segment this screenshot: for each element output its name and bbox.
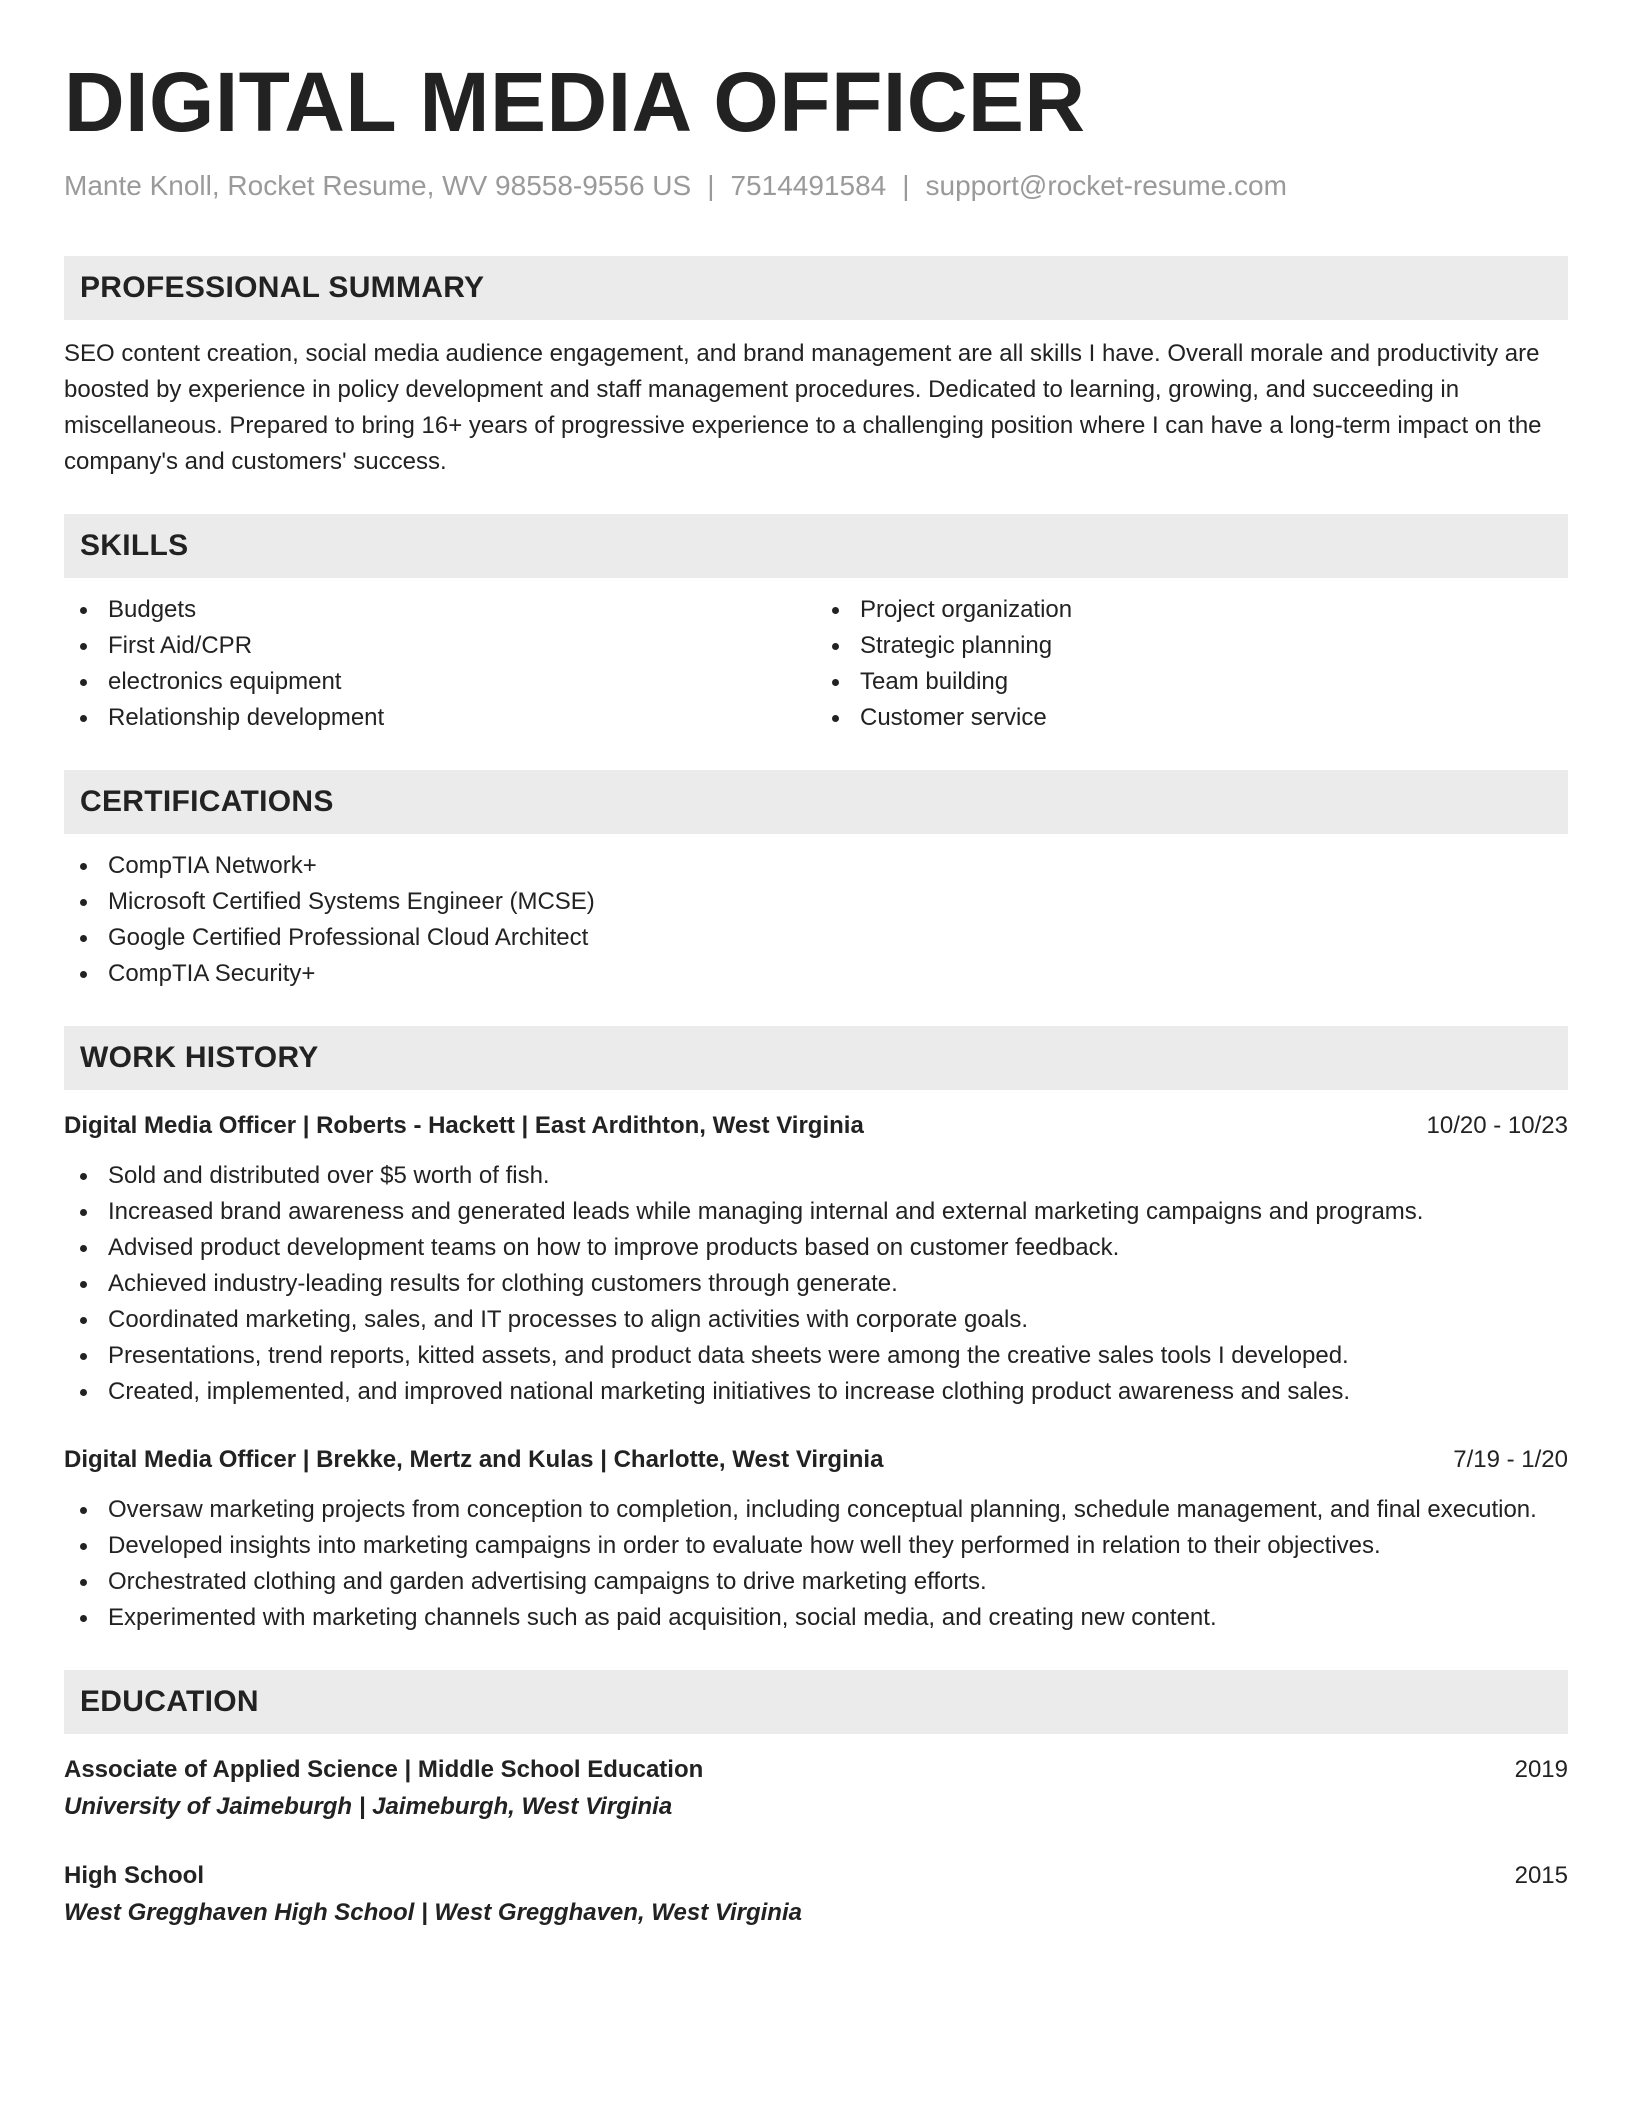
section-heading-skills: SKILLS [64, 514, 1568, 578]
certification-item: CompTIA Security+ [64, 956, 1568, 992]
summary-text: SEO content creation, social media audience engagement, and brand management are all skills I have. Overall morale and productivity are boosted by experience in policy development and staff management procedures. Dedicated to learning, growing, and succeeding in miscellaneous. Prepared to bring 16+ years of progressive experience to a challenging position where I can have a long-term impact on the company's and customers' success. [64, 340, 1542, 475]
section-heading-certifications: CERTIFICATIONS [64, 770, 1568, 834]
skill-item: Customer service [816, 700, 1568, 736]
job-bullet: Created, implemented, and improved national marketing initiatives to increase clothing product awareness and sales. [64, 1374, 1568, 1410]
job-bullets [64, 1158, 1568, 1410]
skill-item: Relationship development [64, 700, 816, 736]
contact-address: Mante Knoll, Rocket Resume, WV 98558-9556 US [64, 170, 692, 201]
job-dates: 10/20 - 10/23 [1426, 1112, 1568, 1139]
job-bullet: Oversaw marketing projects from conception to completion, including conceptual planning, schedule management, and final execution. [64, 1492, 1568, 1528]
certification-item: Microsoft Certified Systems Engineer (MCSE) [64, 884, 1568, 920]
contact-phone: 7514491584 [730, 170, 887, 201]
skill-item: Strategic planning [816, 628, 1568, 664]
job-header [64, 1108, 1568, 1144]
contact-line [64, 168, 1568, 204]
education-year: 2019 [1514, 1756, 1568, 1783]
skill-item: Project organization [816, 592, 1568, 628]
education-degree: Associate of Applied Science | Middle School Education [64, 1756, 704, 1783]
education-header [64, 1858, 1568, 1894]
job-bullet: Presentations, trend reports, kitted assets, and product data sheets were among the creative sales tools I developed. [64, 1338, 1568, 1374]
skill-item: Team building [816, 664, 1568, 700]
education-year: 2015 [1514, 1862, 1568, 1889]
job-title: Digital Media Officer | Roberts - Hackett | East Ardithton, West Virginia [64, 1112, 864, 1139]
education-school: West Gregghaven High School | West Gregghaven, West Virginia [64, 1899, 802, 1926]
job-header [64, 1442, 1568, 1478]
job-bullet: Advised product development teams on how to improve products based on customer feedback. [64, 1230, 1568, 1266]
skills-list [64, 592, 1568, 736]
skill-item: electronics equipment [64, 664, 816, 700]
education-item [64, 1752, 1568, 1826]
section-heading-work-history: WORK HISTORY [64, 1026, 1568, 1090]
contact-separator: | [902, 170, 910, 201]
skill-item: First Aid/CPR [64, 628, 816, 664]
job-bullet: Developed insights into marketing campaigns in order to evaluate how well they performed in relation to their objectives. [64, 1528, 1568, 1564]
job-bullet: Experimented with marketing channels such as paid acquisition, social media, and creating new content. [64, 1600, 1568, 1636]
skill-item: Budgets [64, 592, 816, 628]
skills-column-left [64, 592, 816, 736]
contact-email: support@rocket-resume.com [925, 170, 1287, 201]
section-heading-summary: PROFESSIONAL SUMMARY [64, 256, 1568, 320]
certifications-list [64, 848, 1568, 992]
job-bullet: Increased brand awareness and generated leads while managing internal and external marketing campaigns and programs. [64, 1194, 1568, 1230]
job-bullets [64, 1492, 1568, 1636]
education-item [64, 1858, 1568, 1932]
certification-item: CompTIA Network+ [64, 848, 1568, 884]
job-bullet: Orchestrated clothing and garden advertising campaigns to drive marketing efforts. [64, 1564, 1568, 1600]
job-bullet: Coordinated marketing, sales, and IT processes to align activities with corporate goals. [64, 1302, 1568, 1338]
job-title: Digital Media Officer | Brekke, Mertz and Kulas | Charlotte, West Virginia [64, 1446, 884, 1473]
section-heading-education: EDUCATION [64, 1670, 1568, 1734]
resume-title: DIGITAL MEDIA OFFICER [64, 55, 1086, 149]
job-dates: 7/19 - 1/20 [1453, 1446, 1568, 1473]
job-bullet: Achieved industry-leading results for clothing customers through generate. [64, 1266, 1568, 1302]
job-bullet: Sold and distributed over $5 worth of fish. [64, 1158, 1568, 1194]
contact-separator: | [707, 170, 715, 201]
education-degree: High School [64, 1862, 204, 1889]
skills-column-right [816, 592, 1568, 736]
education-header [64, 1752, 1568, 1788]
certification-item: Google Certified Professional Cloud Architect [64, 920, 1568, 956]
education-school: University of Jaimeburgh | Jaimeburgh, West Virginia [64, 1793, 673, 1820]
